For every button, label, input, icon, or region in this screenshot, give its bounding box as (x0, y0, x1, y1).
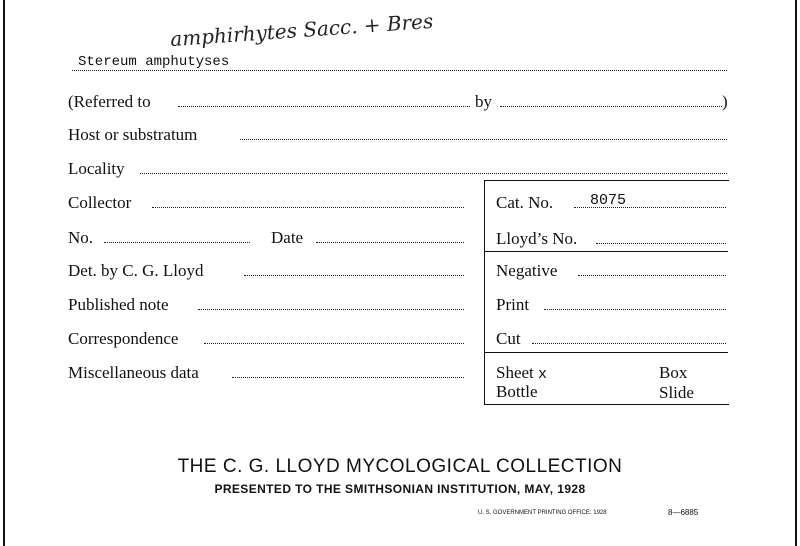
cat-no-line (574, 207, 726, 208)
published-note-label: Published note (68, 295, 169, 314)
no-line (104, 242, 250, 243)
no-label: No. (68, 228, 94, 247)
by-line (500, 106, 722, 107)
by-close-paren: ) (722, 92, 728, 111)
host-label: Host or substratum (68, 125, 198, 144)
collection-title: THE C. G. LLOYD MYCOLOGICAL COLLECTION (177, 456, 623, 477)
correspondence-label: Correspondence (68, 329, 179, 348)
cat-no-label: Cat. No. (496, 193, 554, 212)
box-divider-1 (484, 251, 728, 252)
negative-label: Negative (496, 261, 558, 280)
date-label: Date (271, 228, 304, 247)
handwritten-annotation: amphirhytes Sacc. + Bres (169, 8, 434, 52)
referred-to-line (178, 106, 470, 107)
misc-data-label: Miscellaneous data (68, 363, 199, 382)
box-divider-2 (484, 352, 728, 353)
cut-label: Cut (496, 329, 521, 348)
correspondence-line (204, 343, 464, 344)
cut-line (532, 343, 726, 344)
print-line (544, 309, 726, 310)
cat-no-value: 8075 (590, 192, 627, 209)
collector-line (152, 207, 464, 208)
box-label: Box (659, 363, 688, 382)
referred-to-label: (Referred to (68, 92, 151, 111)
printing-office-note: U. S. GOVERNMENT PRINTING OFFICE: 1928 (478, 510, 607, 516)
locality-label: Locality (68, 159, 125, 178)
sheet-text: Sheet (496, 363, 534, 382)
lloyds-no-line (596, 243, 726, 244)
species-name-typed: Stereum amphutyses (78, 54, 230, 70)
det-by-label: Det. by C. G. Lloyd (68, 261, 204, 280)
collection-subtitle: PRESENTED TO THE SMITHSONIAN INSTITUTION, MAY, 1928 (214, 482, 586, 496)
sheet-label (496, 364, 547, 382)
misc-data-line (232, 377, 464, 378)
print-label: Print (496, 295, 530, 314)
negative-line (578, 275, 726, 276)
by-label: by (475, 92, 492, 111)
lloyds-no-label: Lloyd’s No. (496, 229, 578, 248)
collector-label: Collector (68, 193, 132, 212)
published-note-line (198, 309, 464, 310)
host-line (240, 139, 727, 140)
species-line (72, 70, 727, 71)
sheet-mark: x (538, 366, 548, 383)
date-line (316, 242, 464, 243)
det-by-line (244, 275, 464, 276)
bottle-label: Bottle (496, 382, 538, 401)
slide-label: Slide (659, 383, 694, 402)
form-code: 8—6885 (668, 508, 699, 517)
locality-line (140, 173, 727, 174)
